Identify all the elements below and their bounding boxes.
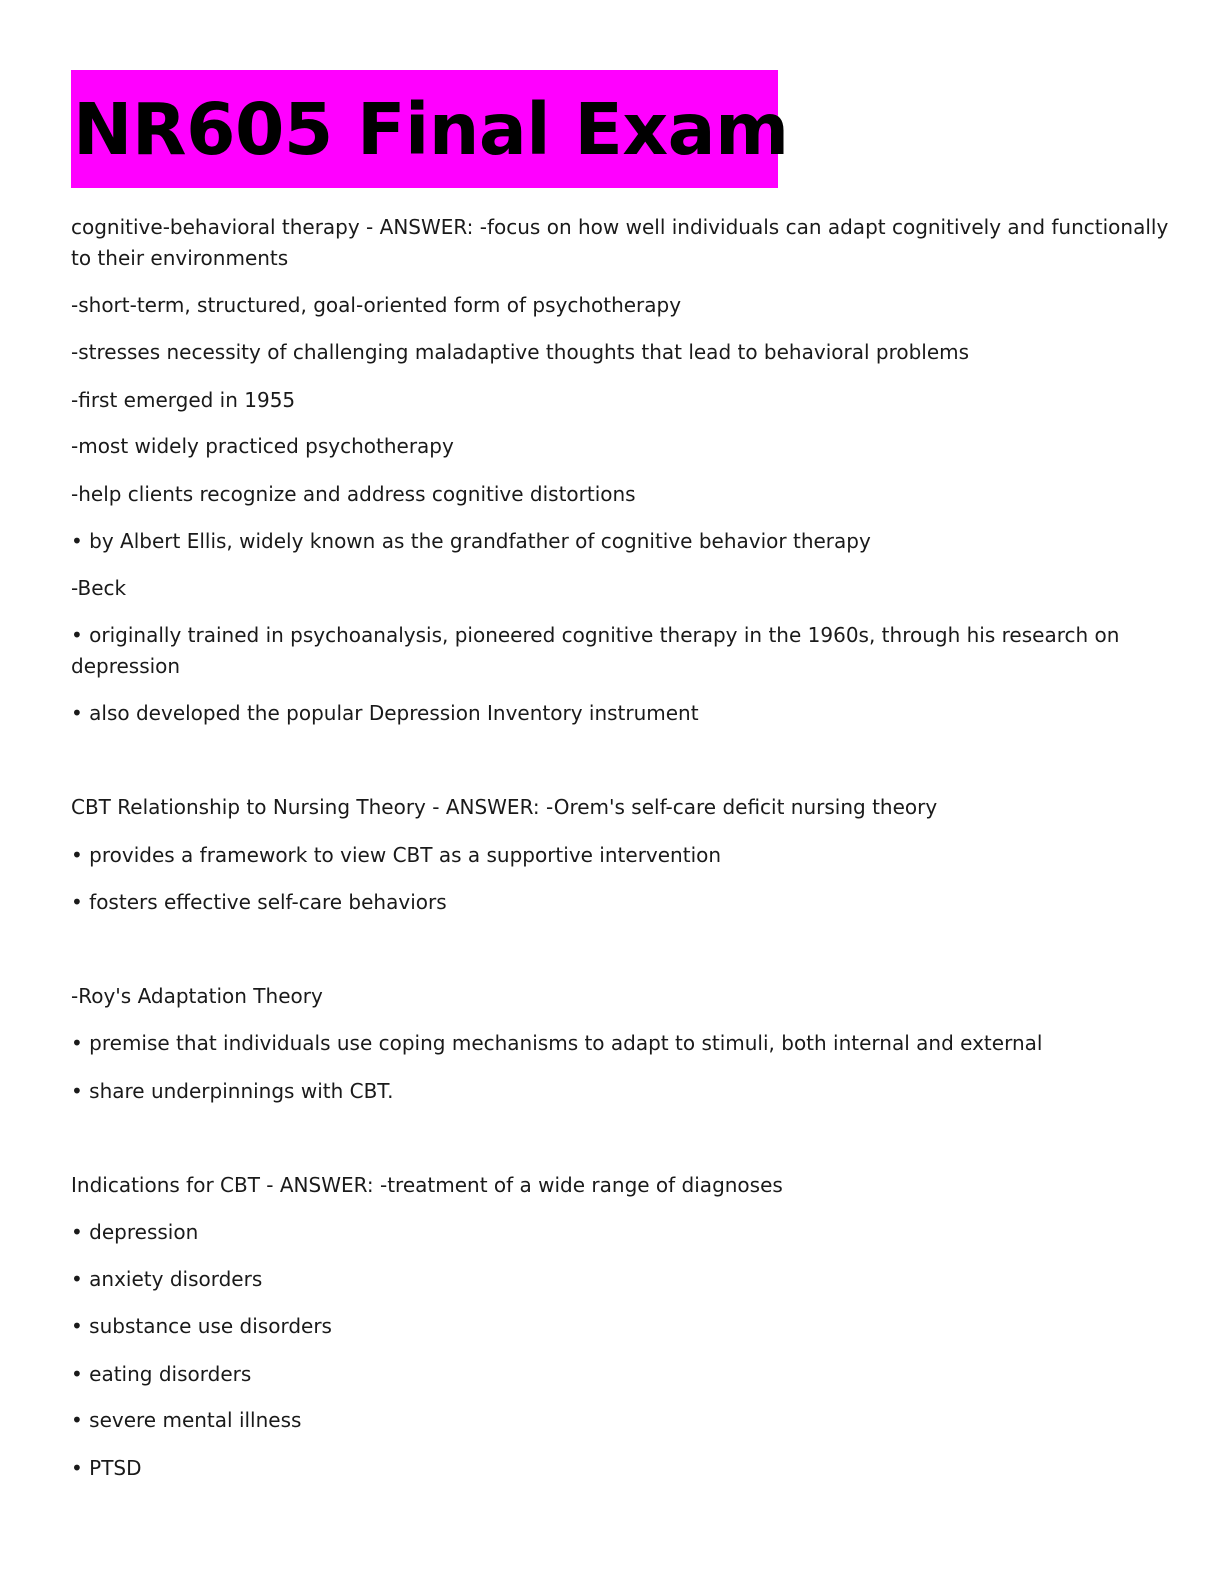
text-line: CBT Relationship to Nursing Theory - ANSWER: -Orem's self-care deficit nursing theory (71, 795, 938, 819)
text-line: • depression (71, 1220, 199, 1244)
text-line: cognitive-behavioral therapy - ANSWER: -focus on how well individuals can adapt cognitively and functionally (71, 215, 1169, 239)
text-line: • also developed the popular Depression Inventory instrument (71, 701, 699, 725)
text-line: • originally trained in psychoanalysis, pioneered cognitive therapy in the 1960s, through his research on (71, 623, 1120, 647)
text-line: Indications for CBT - ANSWER: -treatment of a wide range of diagnoses (71, 1173, 783, 1197)
text-line: -stresses necessity of challenging maladaptive thoughts that lead to behavioral problems (71, 340, 970, 364)
text-line: -short-term, structured, goal-oriented form of psychotherapy (71, 293, 682, 317)
text-line: • provides a framework to view CBT as a supportive intervention (71, 843, 722, 867)
text-line: • fosters effective self-care behaviors (71, 890, 447, 914)
text-line: to their environments (71, 246, 289, 270)
text-line: • eating disorders (71, 1362, 252, 1386)
text-line: • severe mental illness (71, 1408, 302, 1432)
page-title: NR605 Final Exam (73, 88, 789, 171)
text-line: • by Albert Ellis, widely known as the grandfather of cognitive behavior therapy (71, 529, 871, 553)
text-line: -Beck (71, 576, 127, 600)
text-line: • anxiety disorders (71, 1267, 263, 1291)
text-line: -Roy's Adaptation Theory (71, 984, 323, 1008)
text-line: • premise that individuals use coping mechanisms to adapt to stimuli, both internal and external (71, 1031, 1043, 1055)
text-line: • PTSD (71, 1456, 142, 1480)
text-line: depression (71, 654, 181, 678)
text-line: -first emerged in 1955 (71, 388, 296, 412)
text-line: • substance use disorders (71, 1314, 332, 1338)
text-line: -most widely practiced psychotherapy (71, 434, 454, 458)
text-line: -help clients recognize and address cognitive distortions (71, 482, 636, 506)
text-line: • share underpinnings with CBT. (71, 1079, 394, 1103)
